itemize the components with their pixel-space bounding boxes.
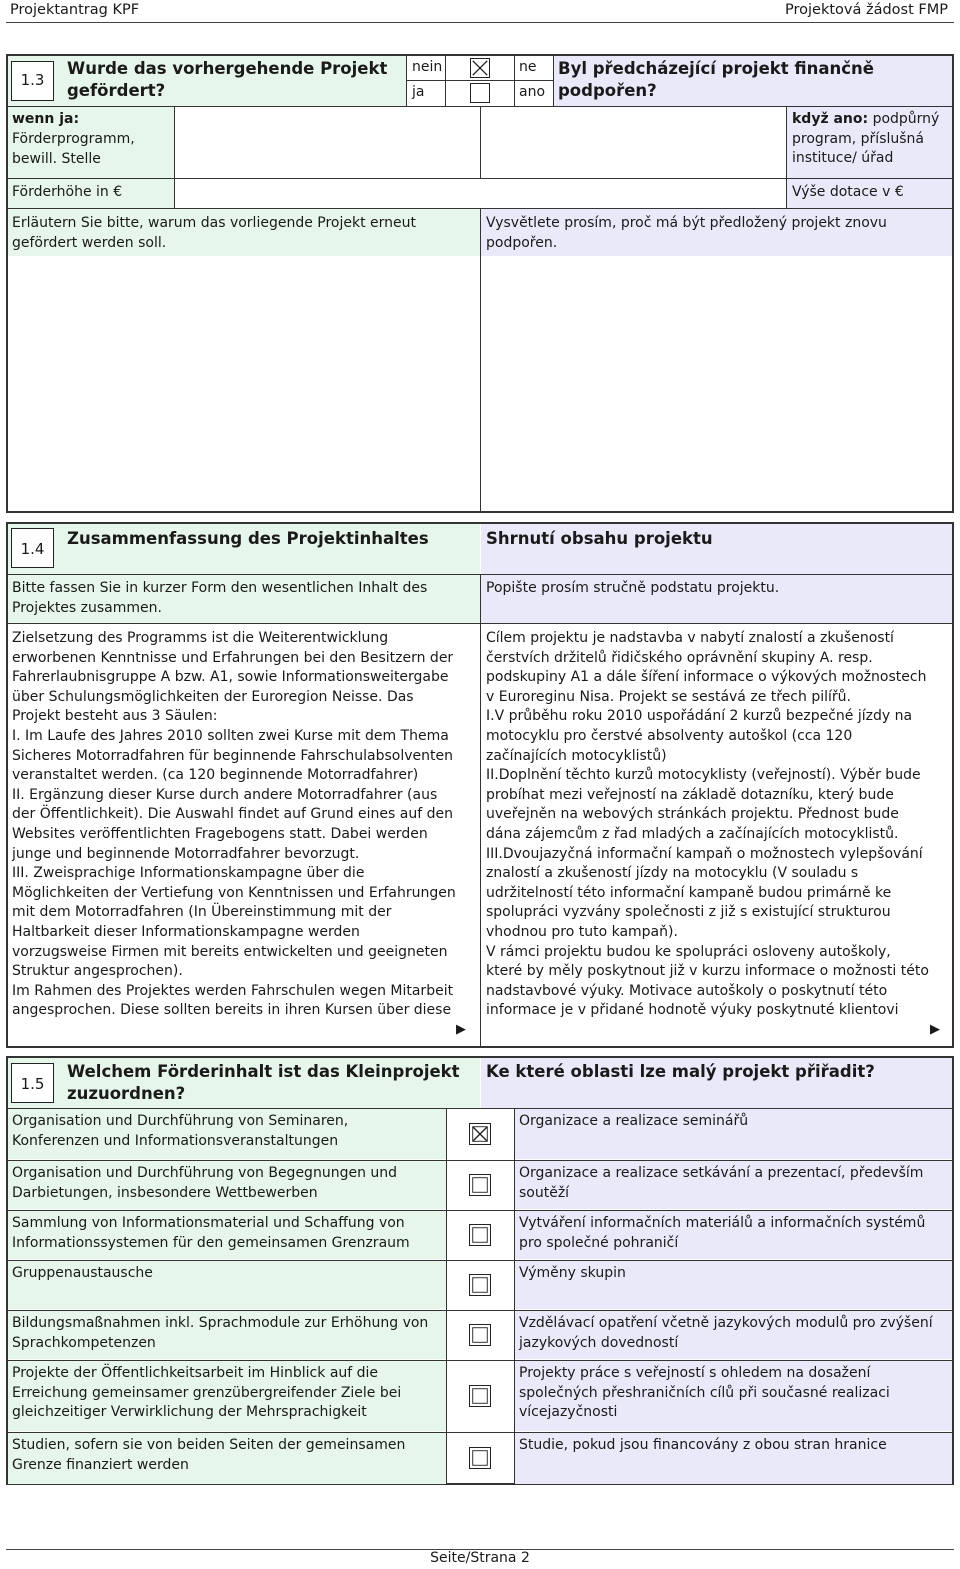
category-label-cz: Organizace a realizace seminářů [519, 1113, 749, 1129]
option-ano-label: ano [519, 84, 546, 100]
category-label-cz: Projekty práce s veřejností s ohledem na dosažení společných přeshraničních cílů při současné realizaci vícejazyčnosti [519, 1365, 890, 1421]
funding-program-de-field[interactable] [176, 108, 478, 176]
category-checkbox[interactable] [469, 1123, 491, 1145]
if-yes-de-head: wenn ja: [12, 111, 80, 127]
checkbox-nein[interactable] [470, 58, 490, 78]
category-label-de: Gruppenaustausche [12, 1265, 153, 1281]
explain-cz-field[interactable] [482, 258, 952, 511]
category-label-de: Studien, sofern sie von beiden Seiten der gemeinsamen Grenze finanziert werden [12, 1437, 406, 1473]
category-label-de: Organisation und Durchführung von Seminaren, Konferenzen und Informationsveranstaltungen [12, 1113, 349, 1149]
section-number: 1.4 [11, 528, 54, 568]
if-yes-de-body: Förderprogramm, bewill. Stelle [12, 131, 135, 167]
category-checkbox[interactable] [469, 1174, 491, 1196]
option-ja-label: ja [412, 84, 425, 100]
category-label-cz: Vytváření informačních materiálů a informačních systémů pro společné pohraničí [519, 1215, 926, 1251]
header-right: Projektová žádost FMP [785, 2, 948, 18]
category-checkbox[interactable] [469, 1224, 491, 1246]
amount-field[interactable] [176, 180, 784, 206]
funding-program-cz-field[interactable] [482, 108, 784, 176]
section-number: 1.5 [11, 1063, 54, 1103]
category-label-cz: Výměny skupin [519, 1265, 626, 1281]
option-nein-label: nein [412, 59, 443, 75]
summary-text-de[interactable]: Zielsetzung des Programms ist die Weiterentwicklung erworbenen Kenntnisse und Erfahrungen bei den Besitzern der Fahrerlaubnisgruppe A bzw. A1, sowie Informationsweitergabe über Schulungsmöglichkeiten der Euroregion Neisse. Das Projekt besteht aus 3 Säulen: I. Im Laufe des Jahres 2010 sollten zwei Kurse mit dem Thema Sicheres Motorradfahren für beginnende Fahrschulabsolventen veranstaltet werden. (ca 120 beginnende Motorradfahrer) II. Ergänzung dieser Kurse durch andere Motorradfahrer (aus der Öffentlichkeit). Die Auswahl findet auf Grund eines auf den Websites veröffentlichten Fragebogens statt. Dabei werden junge und beginnende Motorradfahrer bevorzugt. III. Zweisprachige Informationskampagne über die Möglichkeiten der Vertiefung von Kenntnissen und Erfahrungen mit dem Motorradfahren (In Übereinstimmung mit der Haltbarkeit dieser Informationskampagne werden vorzugsweise Firmen mit bereits entwickelten und geeigneten Struktur angesprochen). Im Rahmen des Projektes werden Fahrschulen wegen Mitarbeit angesprochen. Diese sollten bereits in ihren Kursen über diese [12, 630, 456, 1019]
option-ne-label: ne [519, 59, 537, 75]
if-yes-cz [792, 110, 939, 169]
category-checkbox[interactable] [469, 1447, 491, 1469]
category-label-de: Bildungsmaßnahmen inkl. Sprachmodule zur Erhöhung von Sprachkompetenzen [12, 1315, 429, 1351]
amount-cz-label: Výše dotace v € [792, 184, 904, 200]
if-yes-cz-body: podpůrný program, příslušná instituce/ úřad [792, 111, 940, 167]
header-left: Projektantrag KPF [10, 2, 140, 18]
category-checkbox[interactable] [469, 1274, 491, 1296]
amount-de-label: Förderhöhe in € [12, 184, 123, 200]
category-label-de: Organisation und Durchführung von Begegnungen und Darbietungen, insbesondere Wettbewerben [12, 1165, 398, 1201]
summary-prompt-cz: Popište prosím stručně podstatu projektu. [486, 580, 780, 596]
more-arrow-icon[interactable]: ▶ [456, 1022, 466, 1037]
checkbox-ja[interactable] [470, 83, 490, 103]
explain-cz-label: Vysvětlete prosím, proč má být předložený projekt znovu podpořen. [486, 215, 887, 251]
category-checkbox[interactable] [469, 1385, 491, 1407]
explain-de-label: Erläutern Sie bitte, warum das vorliegende Projekt erneut gefördert werden soll. [12, 215, 416, 251]
page-number: Seite/Strana 2 [430, 1550, 530, 1566]
question-de: Wurde das vorhergehende Projekt gefördert? [67, 59, 388, 100]
section-number: 1.3 [11, 61, 54, 101]
more-arrow-icon[interactable]: ▶ [930, 1022, 940, 1037]
category-label-cz: Vzdělávací opatření včetně jazykových modulů pro zvýšení jazykových dovedností [519, 1315, 933, 1351]
category-label-cz: Organizace a realizace setkávání a prezentací, především soutěží [519, 1165, 924, 1201]
summary-title-de: Zusammenfassung des Projektinhaltes [67, 529, 429, 548]
category-title-de: Welchem Förderinhalt ist das Kleinprojekt zuzuordnen? [67, 1062, 460, 1103]
explain-de-field[interactable] [8, 258, 478, 511]
summary-title-cz: Shrnutí obsahu projektu [486, 529, 713, 548]
category-label-cz: Studie, pokud jsou financovány z obou stran hranice [519, 1437, 887, 1453]
summary-prompt-de: Bitte fassen Sie in kurzer Form den wesentlichen Inhalt des Projektes zusammen. [12, 580, 428, 616]
category-label-de: Sammlung von Informationsmaterial und Schaffung von Informationssystemen für den gemeinsamen Grenzraum [12, 1215, 410, 1251]
summary-text-cz[interactable]: Cílem projektu je nadstavba v nabytí znalostí a zkušeností čerstvích držitelů řidičského oprávnění skupiny A. resp. podskupiny A1 a dále šíření informace o výkových možnostech v Euroreginu Nisa. Projekt se sestává ze třech pilířů. I.V průběhu roku 2010 uspořádání 2 kurzů bezpečné jízdy na motocyklu pro čerstvé absolventy autoškol (cca 120 začínajících motocyklistů) II.Doplnění těchto kurzů motocyklisty (veřejností). Výběr bude probíhat mezi veřejností na základě dotazníku, který bude uveřejněn na webových stránkách projektu. Přednost bude dána zájemcům z řad mladých a začínajících motocyklistů. III.Dvoujazyčná informační kampaň o možnostech vylepšování znalostí a zkušeností jízdy na motocyklu (V souladu s udržitelností této informační kampaně budou primárně ke spolupráci vyzvány společnosti z již s existující strukturou vhodnou pro tuto kampaň). V rámci projektu budou ke spolupráci osloveny autoškoly, které by měly poskytnout již v kurzu informace o možnosti této nadstavbové výuky. Motivace autoškoly o poskytnutí této informace je v přidané hodnotě výuky poskytnuté klientovi [486, 630, 929, 1019]
header-rule [6, 22, 954, 23]
category-title-cz: Ke které oblasti lze malý projekt přiřadit? [486, 1062, 875, 1081]
if-yes-cz-head: když ano: [792, 111, 869, 127]
category-checkbox[interactable] [469, 1324, 491, 1346]
category-label-de: Projekte der Öffentlichkeitsarbeit im Hinblick auf die Erreichung gemeinsamer grenzübergreifender Ziele bei gleichzeitiger Verwirklichung der Mehrsprachigkeit [12, 1365, 402, 1421]
question-cz: Byl předcházející projekt finančně podpořen? [558, 59, 874, 100]
